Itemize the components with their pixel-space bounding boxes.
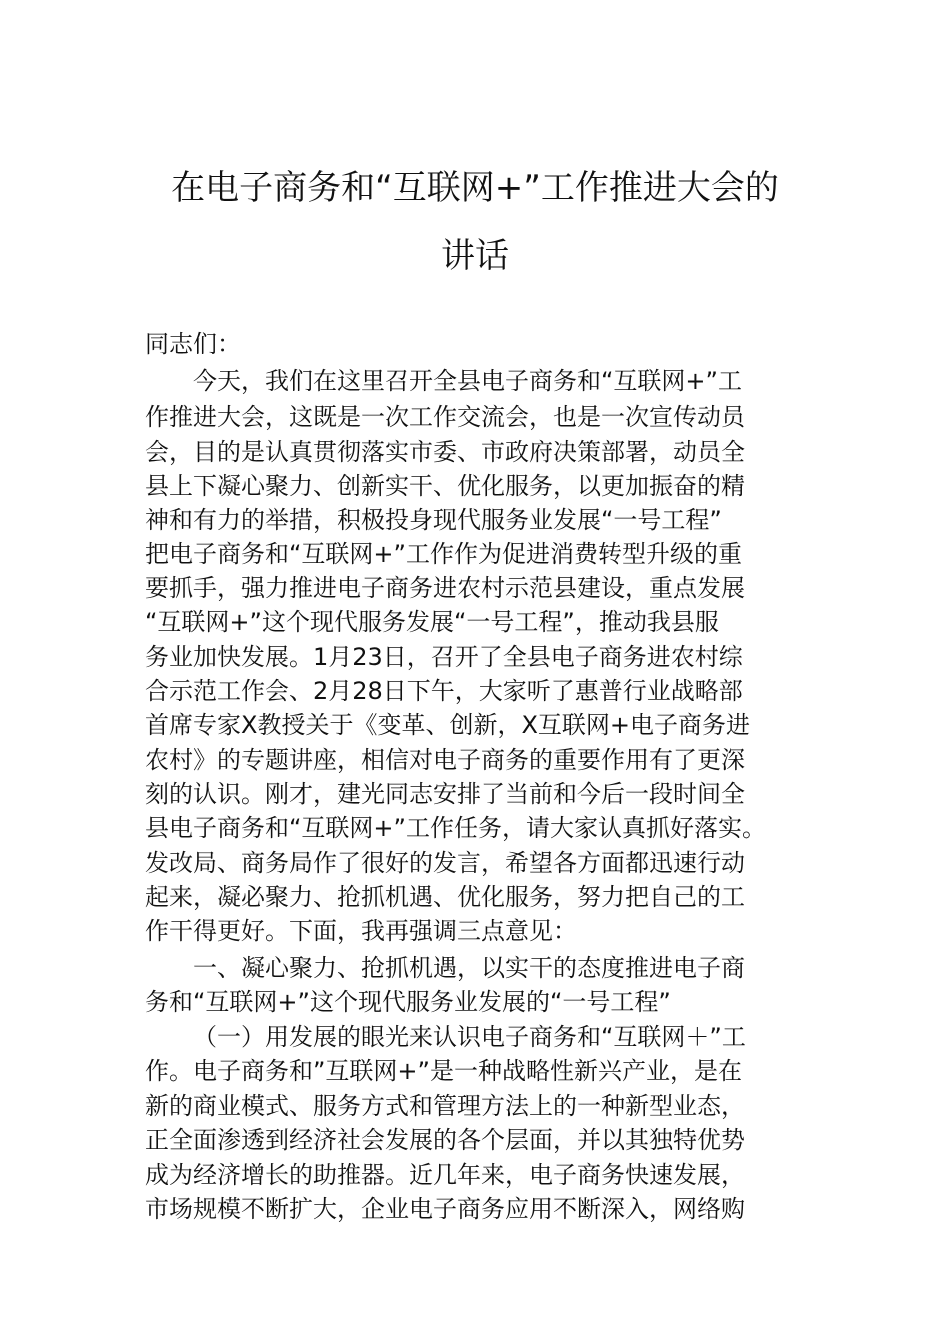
subsection-line: （一）用发展的眼光来认识电子商务和“互联网＋”工 xyxy=(193,1023,746,1051)
paragraph-line: 把电子商务和“互联网+”工作作为促进消费转型升级的重 xyxy=(145,540,742,568)
paragraph-line: 作推进大会，这既是一次工作交流会，也是一次宣传动员 xyxy=(145,403,745,431)
document-title-line-2: 讲话 xyxy=(441,236,509,276)
paragraph-line: “互联网+”这个现代服务发展“一号工程”，推动我县服 xyxy=(145,608,719,636)
section-heading-line: 务和“互联网+”这个现代服务业发展的“一号工程” xyxy=(145,988,671,1016)
paragraph-line: 要抓手，强力推进电子商务进农村示范县建设，重点发展 xyxy=(145,574,745,602)
section-heading-line: 一、凝心聚力、抢抓机遇，以实干的态度推进电子商 xyxy=(193,954,745,982)
paragraph-line: 农村》的专题讲座，相信对电子商务的重要作用有了更深 xyxy=(145,746,745,774)
paragraph-line: 县电子商务和“互联网+”工作任务，请大家认真抓好落实。 xyxy=(145,814,766,842)
paragraph-line: 首席专家X教授关于《变革、创新，X互联网+电子商务进 xyxy=(145,711,750,739)
paragraph-line: 起来，凝必聚力、抢抓机遇、优化服务，努力把自己的工 xyxy=(145,883,745,911)
paragraph-line: 刻的认识。刚才，建光同志安排了当前和今后一段时间全 xyxy=(145,780,745,808)
paragraph-line: 会，目的是认真贯彻落实市委、市政府决策部署，动员全 xyxy=(145,438,745,466)
paragraph-line: 新的商业模式、服务方式和管理方法上的一种新型业态， xyxy=(145,1092,745,1120)
salutation: 同志们： xyxy=(145,330,241,358)
document-title-line-1: 在电子商务和“互联网+”工作推进大会的 xyxy=(171,168,779,208)
paragraph-line: 神和有力的举措，积极投身现代服务业发展“一号工程” xyxy=(145,506,722,534)
paragraph-line: 市场规模不断扩大，企业电子商务应用不断深入，网络购 xyxy=(145,1195,745,1223)
paragraph-line: 今天，我们在这里召开全县电子商务和“互联网+”工 xyxy=(193,367,742,395)
paragraph-line: 务业加快发展。1月23日，召开了全县电子商务进农村综 xyxy=(145,643,743,671)
paragraph-line: 正全面渗透到经济社会发展的各个层面，并以其独特优势 xyxy=(145,1126,745,1154)
paragraph-line: 县上下凝心聚力、创新实干、优化服务，以更加振奋的精 xyxy=(145,472,745,500)
paragraph-line: 合示范工作会、2月28日下午，大家听了惠普行业战略部 xyxy=(145,677,743,705)
paragraph-line: 成为经济增长的助推器。近几年来，电子商务快速发展， xyxy=(145,1161,745,1189)
paragraph-line: 发改局、商务局作了很好的发言，希望各方面都迅速行动 xyxy=(145,849,745,877)
paragraph-line: 作干得更好。下面，我再强调三点意见： xyxy=(145,917,577,945)
paragraph-line: 作。电子商务和”互联网+”是一种战略性新兴产业，是在 xyxy=(145,1057,742,1085)
